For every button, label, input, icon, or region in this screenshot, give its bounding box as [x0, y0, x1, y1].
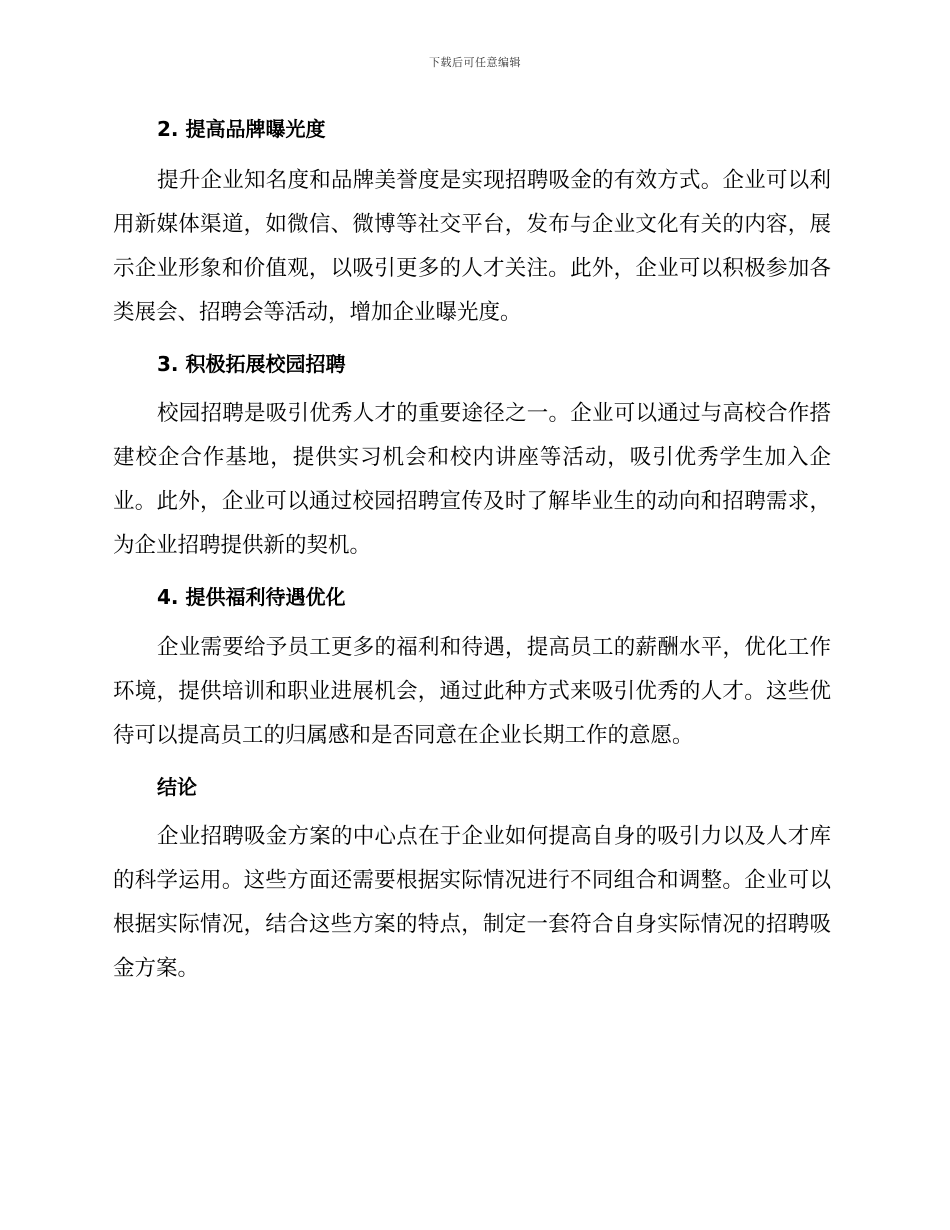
section-paragraph-benefits: 企业需要给予员工更多的福利和待遇，提高员工的薪酬水平，优化工作环境，提供培训和职业进展机会，通过此种方式来吸引优秀的人才。这些优待可以提高员工的归属感和是否同意在企业长期工作的意愿。 — [113, 635, 831, 748]
section-paragraph-campus-recruiting: 校园招聘是吸引优秀人才的重要途径之一。企业可以通过与高校合作搭建校企合作基地，提供实习机会和校内讲座等活动，吸引优秀学生加入企业。此外，企业可以通过校园招聘宣传及时了解毕业生的动向和招聘需求，为企业招聘提供新的契机。 — [113, 401, 831, 558]
section-paragraph-brand-exposure: 提升企业知名度和品牌美誉度是实现招聘吸金的有效方式。企业可以利用新媒体渠道，如微信、微博等社交平台，发布与企业文化有关的内容，展示企业形象和价值观，以吸引更多的人才关注。此外，企业可以积极参加各类展会、招聘会等活动，增加企业曝光度。 — [113, 168, 831, 325]
section-heading-brand-exposure: 2. 提高品牌曝光度 — [157, 117, 326, 141]
document-body — [113, 113, 831, 991]
section-heading-conclusion: 结论 — [157, 775, 197, 799]
section-heading-campus-recruiting: 3. 积极拓展校园招聘 — [157, 352, 346, 376]
header-note: 下载后可任意编辑 — [429, 56, 521, 69]
section-heading-benefits: 4. 提供福利待遇优化 — [157, 585, 346, 609]
section-paragraph-conclusion: 企业招聘吸金方案的中心点在于企业如何提高自身的吸引力以及人才库的科学运用。这些方面还需要根据实际情况进行不同组合和调整。企业可以根据实际情况，结合这些方案的特点，制定一套符合自身实际情况的招聘吸金方案。 — [113, 824, 831, 981]
